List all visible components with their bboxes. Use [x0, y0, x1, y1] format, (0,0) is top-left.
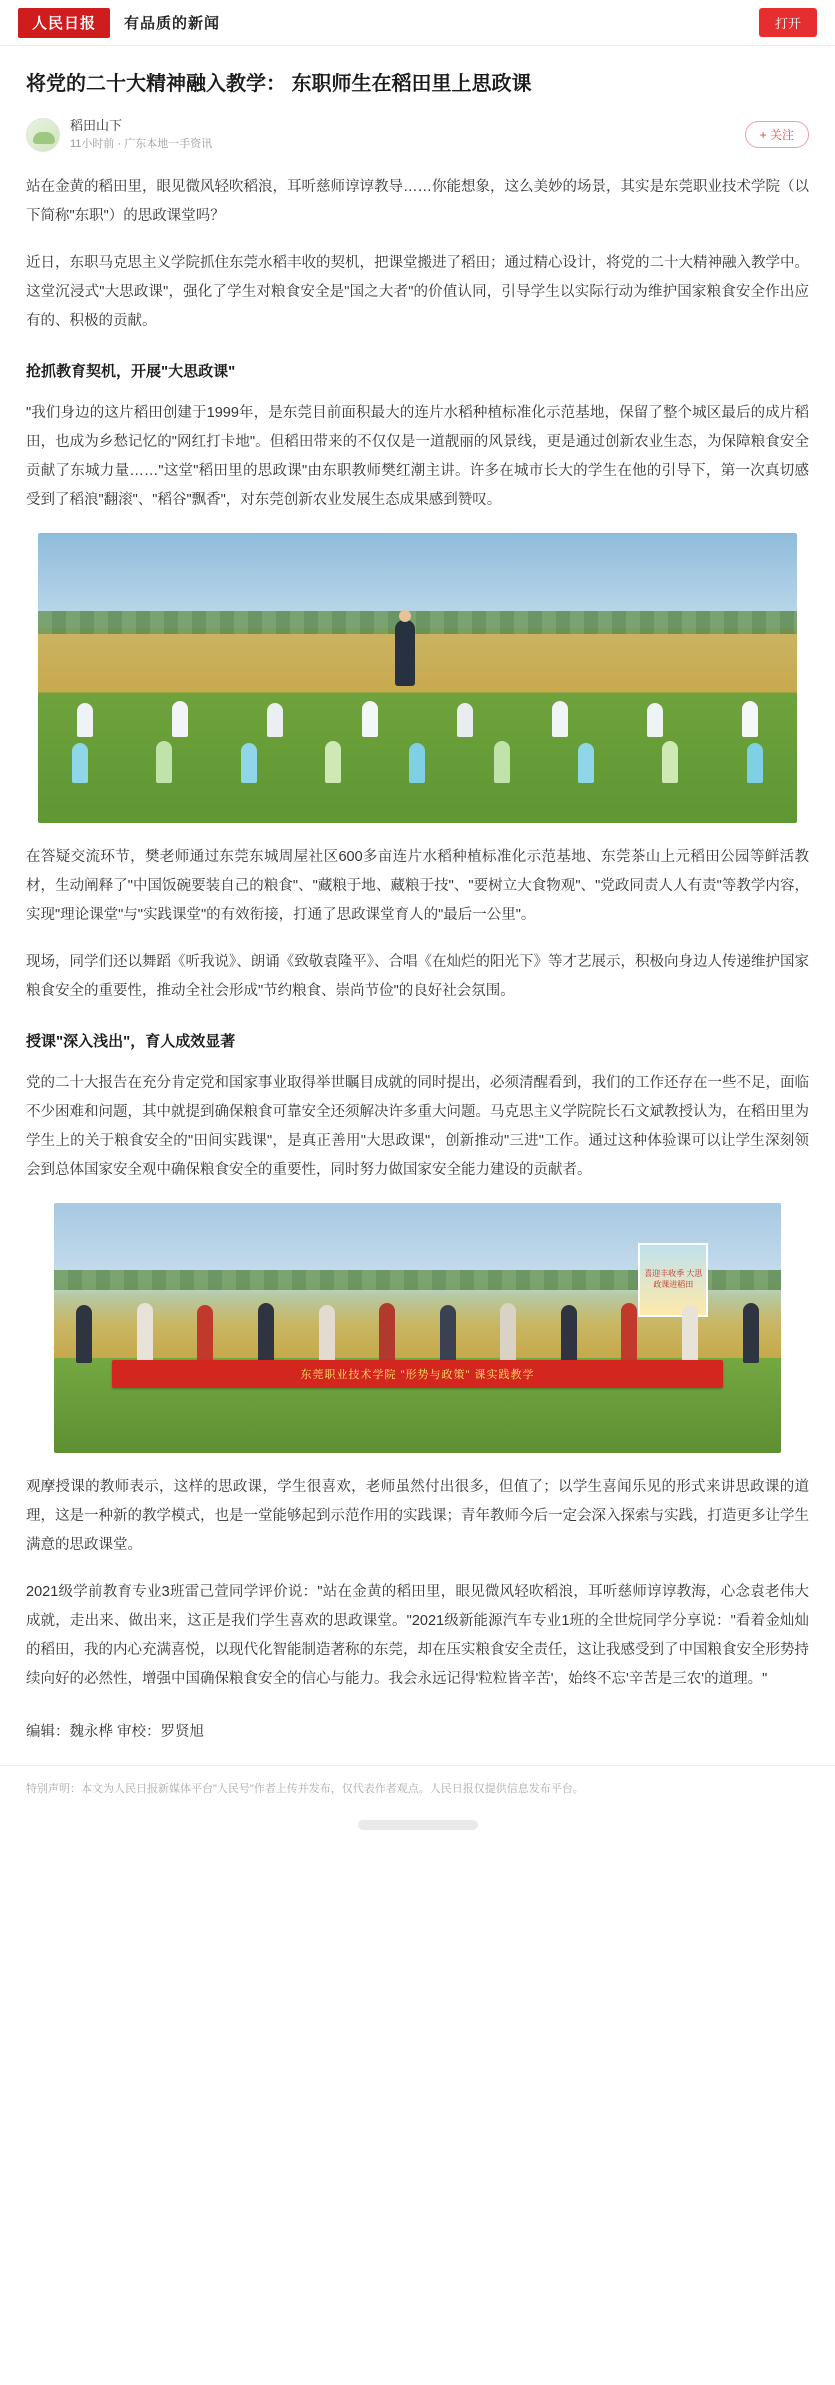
subheading-2: 授课"深入浅出"，育人成效显著 [26, 1032, 236, 1050]
student-row-front [38, 741, 797, 783]
group-figures [54, 1303, 781, 1363]
avatar[interactable] [26, 118, 60, 152]
paragraph-3: "我们身边的这片稻田创建于1999年，是东莞目前面积最大的连片水稻种植标准化示范基地，保留了整个城区最后的成片稻田，也成为乡愁记忆的"网红打卡地"。但稻田带来的不仅仅是一道靓丽的风景线，更是通过创新农业生态，为保障粮食安全贡献了东城力量……"这堂"稻田里的思政课"由东职教师樊红潮主讲。许多在城市长大的学生在他的引导下，第一次真切感受到了稻浪"翻滚"、"稻谷"飘香"，对东莞创新农业发展生态成果感到赞叹。 [26, 404, 809, 508]
tree-line [38, 611, 797, 634]
paragraph-8: 2021级学前教育专业3班雷己萱同学评价说："站在金黄的稻田里，眼见微风轻吹稻浪，耳听慈师谆谆教海，心念袁老伟大成就，走出来、做出来，这正是我们学生喜欢的思政课堂。"2021级新能源汽车专业1班的全世烷同学分享说："看着金灿灿的稻田，我的内心充满喜悦，以现代化智能制造著称的东莞，却在压实粮食安全责任，这让我感受到了中国粮食安全形势持续向好的必然性，增强中国确保粮食安全的信心与能力。我会永远记得'粒粒皆辛苦'，始终不忘'辛苦是三农'的道理。" [26, 1583, 809, 1687]
follow-button[interactable]: + 关注 [745, 121, 809, 148]
article-photo-lecture-in-rice-field[interactable] [38, 533, 797, 823]
article-photo-group-with-banner[interactable] [54, 1203, 781, 1453]
byline [26, 117, 809, 153]
bottom-bar [0, 1808, 835, 1842]
page-title: 将党的二十大精神融入教学： 东职师生在稻田里上思政课 [26, 73, 532, 95]
teacher-figure [395, 620, 415, 686]
paragraph-6: 党的二十大报告在充分肯定党和国家事业取得举世瞩目成就的同时提出，必须清醒看到，我们的工作还存在一些不足，面临不少困难和问题，其中就提到确保粮食可靠安全还须解决许多重大问题。马克思主义学院院长石文斌教授认为，在稻田里为学生上的关于粮食安全的"田间实践课"，是真正善用"大思政课"，创新推动"三进"工作。通过这种体验课可以让学生深刻领会到总体国家安全观中确保粮食安全的重要性，同时努力做国家安全能力建设的贡献者。 [26, 1074, 809, 1178]
byline-text [70, 117, 212, 153]
author-name[interactable]: 稻田山下 [70, 118, 123, 133]
open-app-button[interactable]: 打开 [759, 8, 817, 37]
student-row-back [38, 701, 797, 737]
red-banner-text: 东莞职业技术学院 "形势与政策" 课实践教学 [112, 1360, 723, 1388]
disclaimer-text: 特别声明：本文为人民日报新媒体平台"人民号"作者上传并发布，仅代表作者观点。人民日报仅提供信息发布平台。 [0, 1765, 835, 1809]
paragraph-2: 近日，东职马克思主义学院抓住东莞水稻丰收的契机，把课堂搬进了稻田；通过精心设计，将党的二十大精神融入教学中。这堂沉浸式"大思政课"，强化了学生对粮食安全是"国之大者"的价值认同，引导学生以实际行动为维护国家粮食安全作出应有的、积极的贡献。 [26, 254, 809, 329]
publish-meta: 11小时前 · 广东本地一手资讯 [70, 138, 213, 151]
event-poster: 喜迎丰收季 大思政课进稻田 [638, 1243, 708, 1317]
peoples-daily-logo[interactable]: 人民日报 [18, 8, 110, 38]
brand-slogan: 有品质的新闻 [124, 15, 221, 32]
editor-credit: 编辑：魏永桦 审校：罗贤旭 [26, 1723, 205, 1740]
paragraph-7: 观摩授课的教师表示，这样的思政课，学生很喜欢，老师虽然付出很多，但值了；以学生喜闻乐见的形式来讲思政课的道理，这是一种新的教学模式，也是一堂能够起到示范作用的实践课；青年教师今后一定会深入探索与实践，打造更多让学生满意的思政课堂。 [26, 1478, 809, 1553]
article-body [0, 46, 835, 1741]
paragraph-5: 现场，同学们还以舞蹈《听我说》、朗诵《致敬袁隆平》、合唱《在灿烂的阳光下》等才艺展示，积极向身边人传递维护国家粮食安全的重要性，推动全社会形成"节约粮食、崇尚节俭"的良好社会氛围。 [26, 953, 809, 999]
top-bar [0, 0, 835, 46]
subheading-1: 抢抓教育契机，开展"大思政课" [26, 362, 236, 380]
paragraph-4: 在答疑交流环节，樊老师通过东莞东城周屋社区600多亩连片水稻种植标准化示范基地、东莞茶山上元稻田公园等鲜活教材，生动阐释了"中国饭碗要装自己的粮食"、"藏粮于地、藏粮于技"、"要树立大食物观"、"党政同责人人有责"等教学内容，实现"理论课堂"与"实践课堂"的有效衔接，打通了思政课堂育人的"最后一公里"。 [26, 848, 809, 923]
paragraph-1: 站在金黄的稻田里，眼见微风轻吹稻浪，耳听慈师谆谆教导……你能想象，这么美妙的场景，其实是东莞职业技术学院（以下简称"东职"）的思政课堂吗？ [26, 178, 809, 224]
home-indicator [358, 1820, 478, 1830]
